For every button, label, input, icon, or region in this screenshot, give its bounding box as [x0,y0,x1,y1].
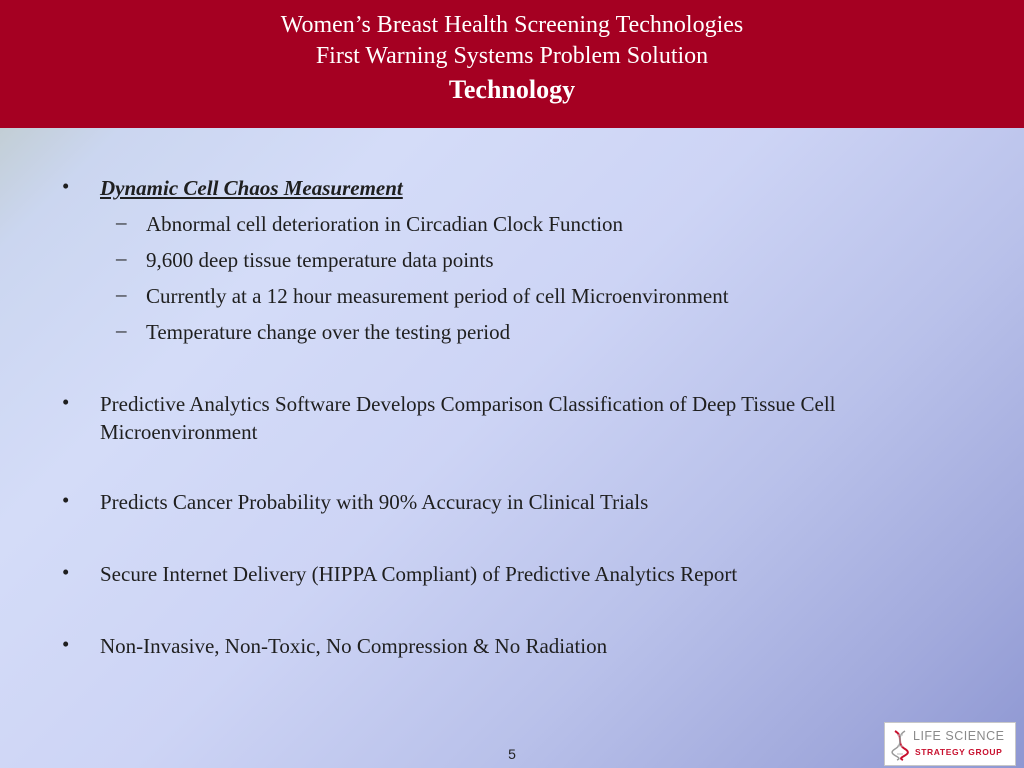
title-line-2: First Warning Systems Problem Solution [315,43,709,69]
bullet-marker: • [62,560,70,584]
title-line-1: Women’s Breast Health Screening Technologies [280,12,744,38]
dash-marker: – [116,282,127,306]
dna-helix-icon [891,729,909,761]
bullet-text: Predicts Cancer Probability with 90% Accuracy in Clinical Trials [100,490,649,514]
bullet-text: Secure Internet Delivery (HIPPA Compliant) of Predictive Analytics Report [100,562,738,586]
bullet-marker: • [62,174,70,198]
sub-bullet-text: Abnormal cell deterioration in Circadian Clock Function [146,212,624,236]
dash-marker: – [116,318,127,342]
page-number: 5 [508,746,516,762]
title-line-3: Technology [448,75,576,104]
logo-text-primary: LIFE SCIENCE [913,729,1005,743]
bullet-marker: • [62,488,70,512]
sub-bullet-text: 9,600 deep tissue temperature data points [146,248,494,272]
bullet-text: Non-Invasive, Non-Toxic, No Compression & No Radiation [100,634,608,658]
dash-marker: – [116,210,127,234]
bullet-marker: • [62,632,70,656]
bullet-text: Predictive Analytics Software Develops Comparison Classification of Deep Tissue Cell Microenvironment [100,392,836,444]
slide-header [0,0,1024,128]
sub-bullet-text: Currently at a 12 hour measurement period of cell Microenvironment [146,284,729,308]
dash-marker: – [116,246,127,270]
bullet-heading: Dynamic Cell Chaos Measurement [100,176,403,200]
logo-text-secondary: STRATEGY GROUP [915,747,1003,757]
bullet-marker: • [62,390,70,414]
company-logo [884,722,1016,766]
sub-bullet-text: Temperature change over the testing period [146,320,511,344]
